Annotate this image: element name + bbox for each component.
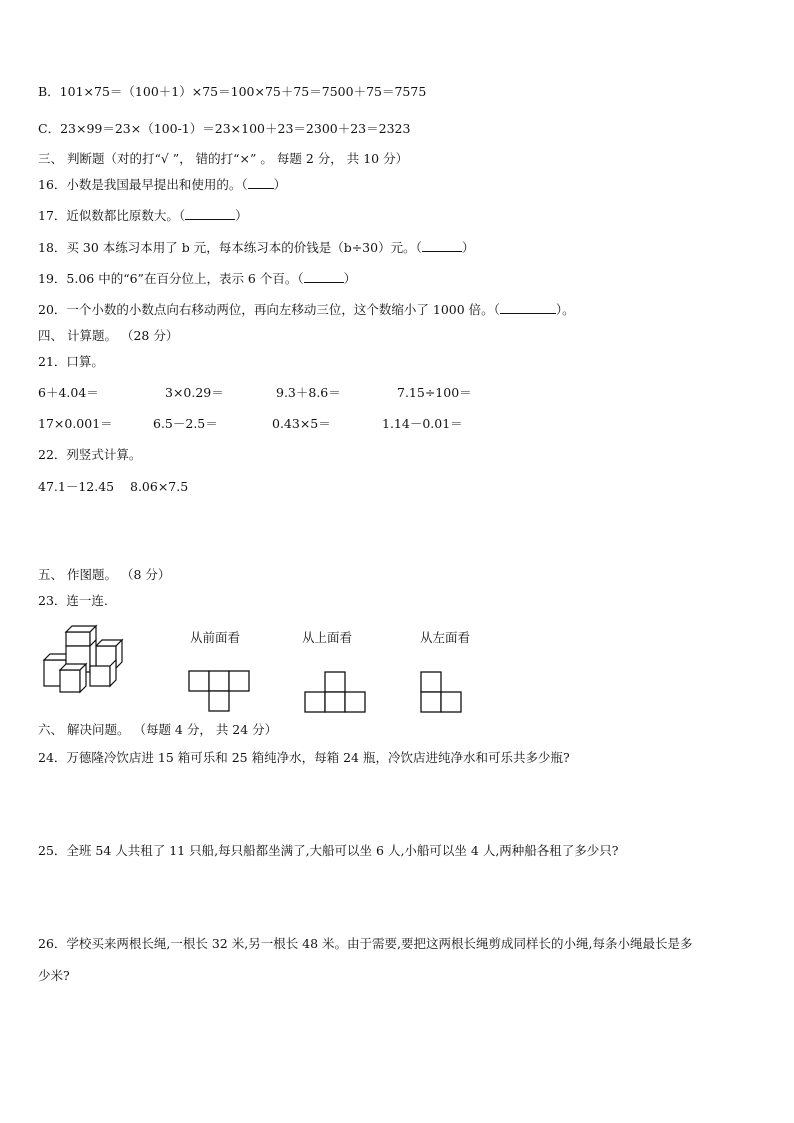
oral-calc-8: 1.14－0.01＝ (382, 416, 463, 431)
view-label-left: 从左面看 (420, 630, 471, 645)
oral-calc-1: 6＋4.04＝ (38, 385, 99, 400)
question-25: 25．全班 54 人共租了 11 只船,每只船都坐满了,大船可以坐 6 人,小船可以坐 4 人,两种船各租了多少只? (38, 843, 619, 858)
question-17-end: ） (235, 208, 248, 223)
view-shape-t (188, 670, 250, 712)
section-6-title: 六、 解决问题。 （每题 4 分， 共 24 分） (38, 722, 278, 737)
question-20-text: 20．一个小数的小数点向右移动两位，再向左移动三位，这个数缩小了 1000 倍。（ (38, 302, 500, 317)
section-3-title: 三、 判断题（对的打“√ ”， 错的打“×” 。 每题 2 分， 共 10 分） (38, 151, 409, 166)
question-19 (38, 271, 356, 287)
question-17-text: 17．近似数都比原数大。（ (38, 208, 186, 223)
option-c: C．23×99＝23×（100-1）＝23×100＋23＝2300＋23＝2323 (38, 121, 411, 136)
question-23: 23．连一连. (38, 593, 108, 608)
question-17 (38, 208, 248, 224)
oral-calc-2: 3×0.29＝ (165, 385, 224, 400)
question-20-end: ）。 (555, 302, 575, 317)
answer-blank-16[interactable] (248, 177, 274, 189)
vertical-calc-2: 8.06×7.5 (130, 479, 189, 494)
vertical-calc-1: 47.1－12.45 (38, 479, 115, 494)
question-26-line-1: 26．学校买来两根长绳,一根长 32 米,另一根长 48 米。由于需要,要把这两根长绳剪成同样长的小绳,每条小绳最长是多 (38, 936, 693, 951)
question-16-end: ） (273, 177, 287, 192)
cube-stack-figure (40, 626, 128, 696)
view-shape-inverted-t (304, 671, 366, 713)
oral-calc-3: 9.3＋8.6＝ (276, 385, 341, 400)
oral-calc-4: 7.15÷100＝ (397, 385, 472, 400)
question-22: 22．列竖式计算。 (38, 447, 142, 462)
question-26-line-2: 少米? (38, 968, 70, 983)
section-5-title: 五、 作图题。 （8 分） (38, 567, 171, 582)
question-18-text: 18．买 30 本练习本用了 b 元，每本练习本的价钱是（b÷30）元。（ (38, 240, 422, 255)
section-4-title: 四、 计算题。 （28 分） (38, 328, 179, 343)
question-18 (38, 240, 474, 256)
oral-calc-5: 17×0.001＝ (38, 416, 113, 431)
question-24: 24．万德隆冷饮店进 15 箱可乐和 25 箱纯净水，每箱 24 瓶，冷饮店进纯净水和可乐共多少瓶? (38, 750, 570, 765)
question-19-text: 19．5.06 中的“6”在百分位上，表示 6 个百。（ (38, 271, 304, 286)
oral-calc-6: 6.5－2.5＝ (153, 416, 218, 431)
question-21: 21．口算。 (38, 354, 104, 369)
question-19-end: ） (343, 271, 357, 286)
option-b: B．101×75＝（100＋1）×75＝100×75＋75＝7500＋75＝7575 (38, 84, 427, 99)
question-18-end: ） (461, 240, 475, 255)
question-16-text: 16．小数是我国最早提出和使用的。（ (38, 177, 248, 192)
view-label-front: 从前面看 (190, 630, 241, 645)
view-shape-l (420, 671, 462, 713)
answer-blank-20[interactable] (500, 302, 556, 314)
answer-blank-18[interactable] (422, 240, 462, 252)
question-20 (38, 302, 575, 318)
answer-blank-19[interactable] (304, 271, 344, 283)
answer-blank-17[interactable] (185, 208, 235, 220)
oral-calc-7: 0.43×5＝ (272, 416, 331, 431)
question-16 (38, 177, 286, 193)
view-label-top: 从上面看 (302, 630, 353, 645)
